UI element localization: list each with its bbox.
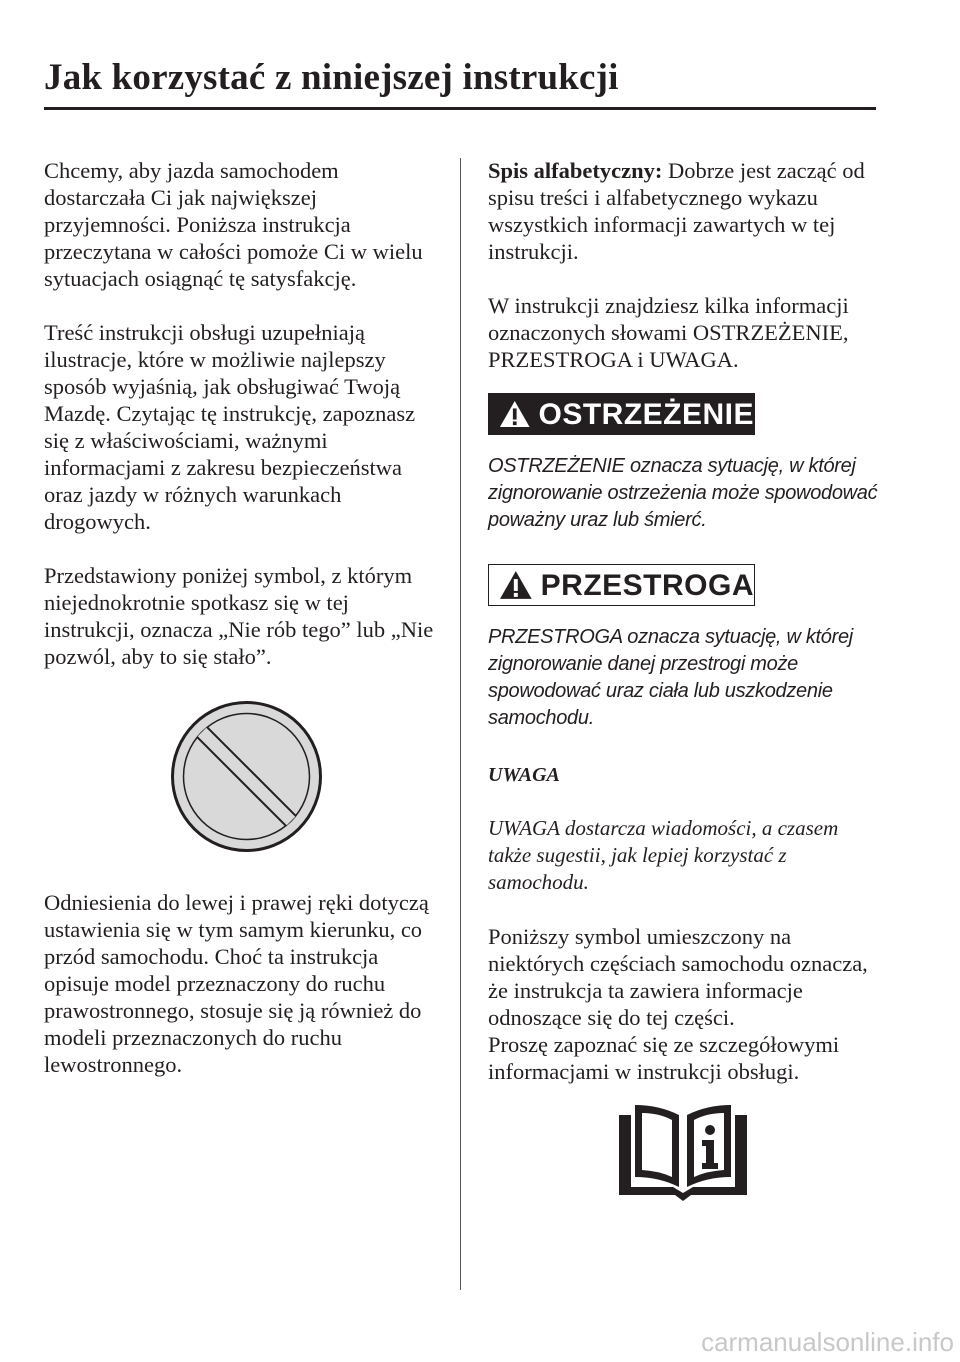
manual-book-info-icon — [613, 1101, 753, 1201]
caution-triangle-icon — [499, 570, 533, 600]
title-rule — [44, 107, 876, 110]
note-heading: UWAGA — [488, 764, 560, 786]
notice-intro-paragraph: W instrukcji znajdziesz kilka informacji oznaczonych słowami OSTRZEŻENIE, PRZESTROGA i UWAGA. — [488, 293, 849, 372]
column-divider — [460, 158, 461, 1290]
left-column — [44, 157, 439, 1105]
caution-label: PRZESTROGA — [540, 568, 754, 602]
index-paragraph — [488, 157, 878, 265]
caution-description: PRZESTROGA oznacza sytuację, w której zignorowanie danej przestrogi może spowodować uraz ciała lub uszkodzenie samochodu. — [488, 626, 853, 729]
right-column — [488, 157, 878, 1201]
symbol-paragraph: Przedstawiony poniżej symbol, z którym niejednokrotnie spotkasz się w tej instrukcji, oznacza „Nie rób tego” lub „Nie pozwól, aby to się stało”. — [44, 563, 434, 669]
illustrations-paragraph: Treść instrukcji obsługi uzupełniają ilustracje, które w możliwie najlepszy sposób wyjaśnią, jak obsługiwać Twoją Mazdę. Czytając tę instrukcję, zapoznasz się z właściwościami, ważnymi informacjami z zakresu bezpieczeństwa oraz jazdy w różnych warunkach drogowych. — [44, 320, 416, 534]
left-right-paragraph: Odniesienia do lewej i prawej ręki dotyczą ustawienia się w tym samym kierunku, co przód samochodu. Choć ta instrukcja opisuje model przeznaczony do ruchu prawostronnego, stosuje się ją również do modeli przeznaczonych do ruchu lewostronnego. — [44, 890, 429, 1077]
warning-label: OSTRZEŻENIE — [538, 397, 754, 431]
index-label: Spis alfabetyczny: — [488, 158, 663, 183]
symbol-instruction: Proszę zapoznać się ze szczegółowymi informacjami w instrukcji obsługi. — [488, 1032, 840, 1084]
prohibition-circle-icon — [164, 694, 329, 859]
warning-banner — [488, 393, 755, 435]
page-title: Jak korzystać z niniejszej instrukcji — [44, 57, 619, 98]
warning-description: OSTRZEŻENIE oznacza sytuację, w której zignorowanie ostrzeżenia może spowodować poważny uraz lub śmierć. — [488, 455, 878, 531]
intro-paragraph: Chcemy, aby jazda samochodem dostarczała Ci jak największej przyjemności. Poniższa instrukcja przeczytana w całości pomoże Ci w wielu sytuacjach osiągnąć tę satysfakcję. — [44, 158, 423, 291]
symbol-explanation: Poniższy symbol umieszczony na niektórych częściach samochodu oznacza, że instrukcja ta zawiera informacje odnoszące się do tej części. — [488, 924, 868, 1030]
caution-banner — [488, 564, 755, 606]
note-description: UWAGA dostarcza wiadomości, a czasem także sugestii, jak lepiej korzystać z samochodu. — [488, 816, 839, 894]
warning-triangle-icon — [499, 399, 530, 429]
watermark: carmanualsonline.info — [701, 1327, 954, 1357]
index-text: Dobrze jest zacząć od spisu treści i alfabetycznego wykazu wszystkich informacji zawartych w tej instrukcji. — [488, 158, 865, 264]
